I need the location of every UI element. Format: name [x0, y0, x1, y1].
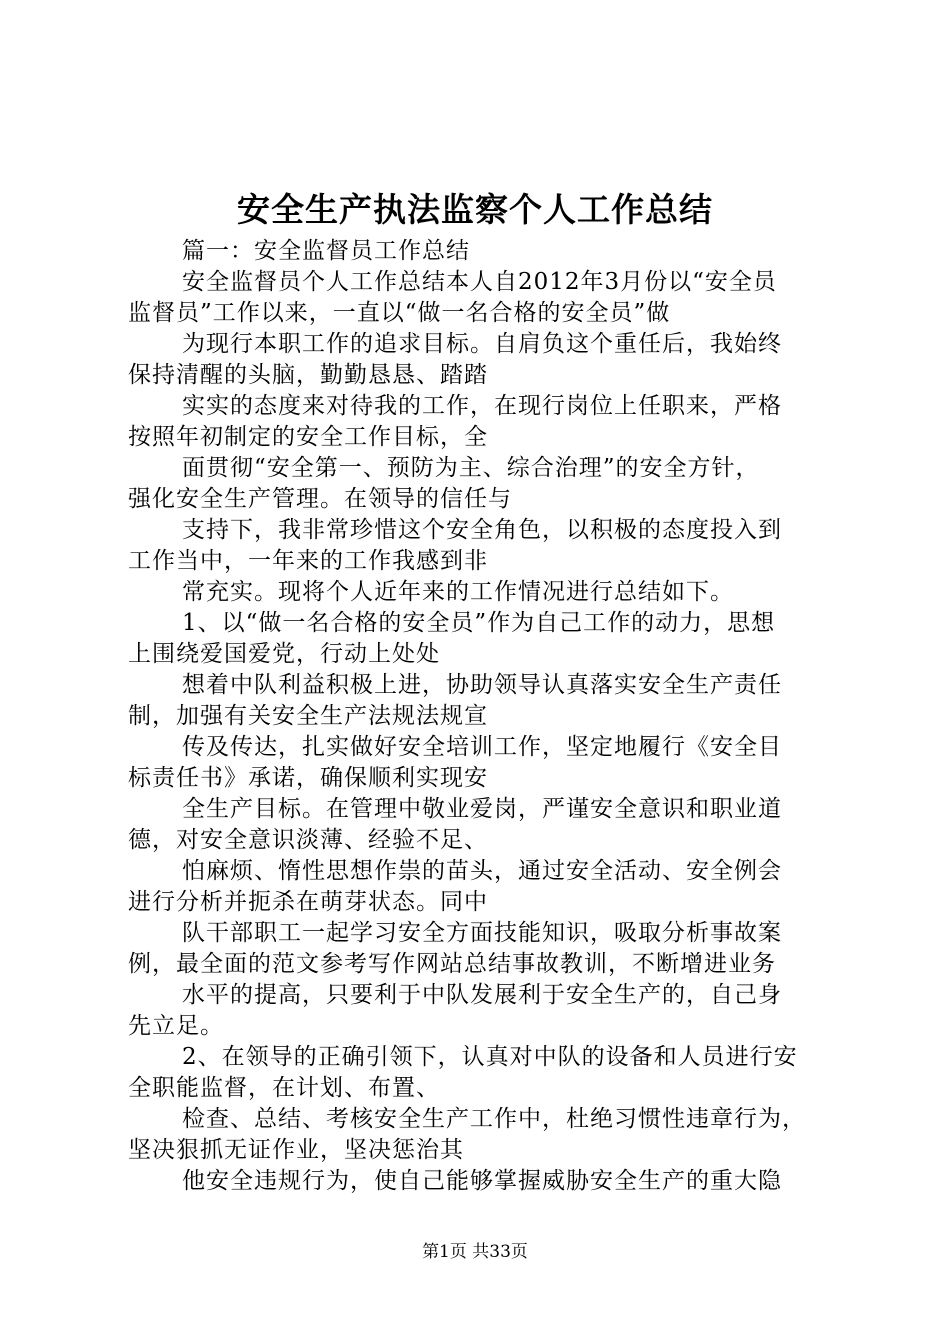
page-number-footer: 第1页 共33页	[422, 1242, 528, 1262]
body-line: 例，最全面的范文参考写作网站总结事故教训，不断增进业务	[128, 951, 776, 977]
body-line: 他安全违规行为，使自己能够掌握威胁安全生产的重大隐	[182, 1168, 782, 1194]
body-line: 坚决狠抓无证作业，坚决惩治其	[128, 1137, 464, 1163]
body-line: 水平的提高，只要利于中队发展利于安全生产的，自己身	[182, 982, 782, 1008]
body-line: 德，对安全意识淡薄、经验不足、	[128, 827, 488, 853]
body-line: 面贯彻“安全第一、预防为主、综合治理”的安全方针，	[182, 455, 760, 481]
body-line: 全生产目标。在管理中敬业爱岗，严谨安全意识和职业道	[182, 796, 782, 822]
body-line: 怕麻烦、惰性思想作祟的苗头，通过安全活动、安全例会	[182, 858, 782, 884]
body-line: 传及传达，扎实做好安全培训工作，坚定地履行《安全目	[182, 734, 782, 760]
body-line: 监督员”工作以来，一直以“做一名合格的安全员”做	[128, 300, 671, 326]
body-line: 为现行本职工作的追求目标。自肩负这个重任后，我始终	[182, 331, 782, 357]
body-line: 工作当中，一年来的工作我感到非	[128, 548, 488, 574]
body-line: 检查、总结、考核安全生产工作中，杜绝习惯性违章行为，	[182, 1106, 806, 1132]
body-line: 按照年初制定的安全工作目标，全	[128, 424, 488, 450]
body-line: 常充实。现将个人近年来的工作情况进行总结如下。	[182, 579, 734, 605]
body-line: 标责任书》承诺，确保顺利实现安	[128, 765, 488, 791]
body-line: 想着中队利益积极上进，协助领导认真落实安全生产责任	[182, 672, 782, 698]
body-line: 先立足。	[128, 1013, 224, 1039]
body-line: 保持清醒的头脑，勤勤恳恳、踏踏	[128, 362, 488, 388]
body-line: 进行分析并扼杀在萌芽状态。同中	[128, 889, 488, 915]
body-line: 支持下，我非常珍惜这个安全角色，以积极的态度投入到	[182, 517, 782, 543]
body-line: 强化安全生产管理。在领导的信任与	[128, 486, 512, 512]
body-line: 安全监督员个人工作总结本人自2012年3月份以“安全员	[182, 269, 777, 295]
body-line: 2、在领导的正确引领下，认真对中队的设备和人员进行安	[182, 1044, 798, 1070]
document-body	[128, 236, 828, 1197]
body-line: 全职能监督，在计划、布置、	[128, 1075, 440, 1101]
body-line: 篇一：安全监督员工作总结	[182, 238, 470, 264]
body-line: 上围绕爱国爱党，行动上处处	[128, 641, 440, 667]
body-line: 实实的态度来对待我的工作，在现行岗位上任职来，严格	[182, 393, 782, 419]
body-line: 制，加强有关安全生产法规法规宣	[128, 703, 488, 729]
body-line: 队干部职工一起学习安全方面技能知识，吸取分析事故案	[182, 920, 782, 946]
document-title: 安全生产执法监察个人工作总结	[237, 190, 713, 229]
body-line: 1、以“做一名合格的安全员”作为自己工作的动力，思想	[182, 610, 776, 636]
